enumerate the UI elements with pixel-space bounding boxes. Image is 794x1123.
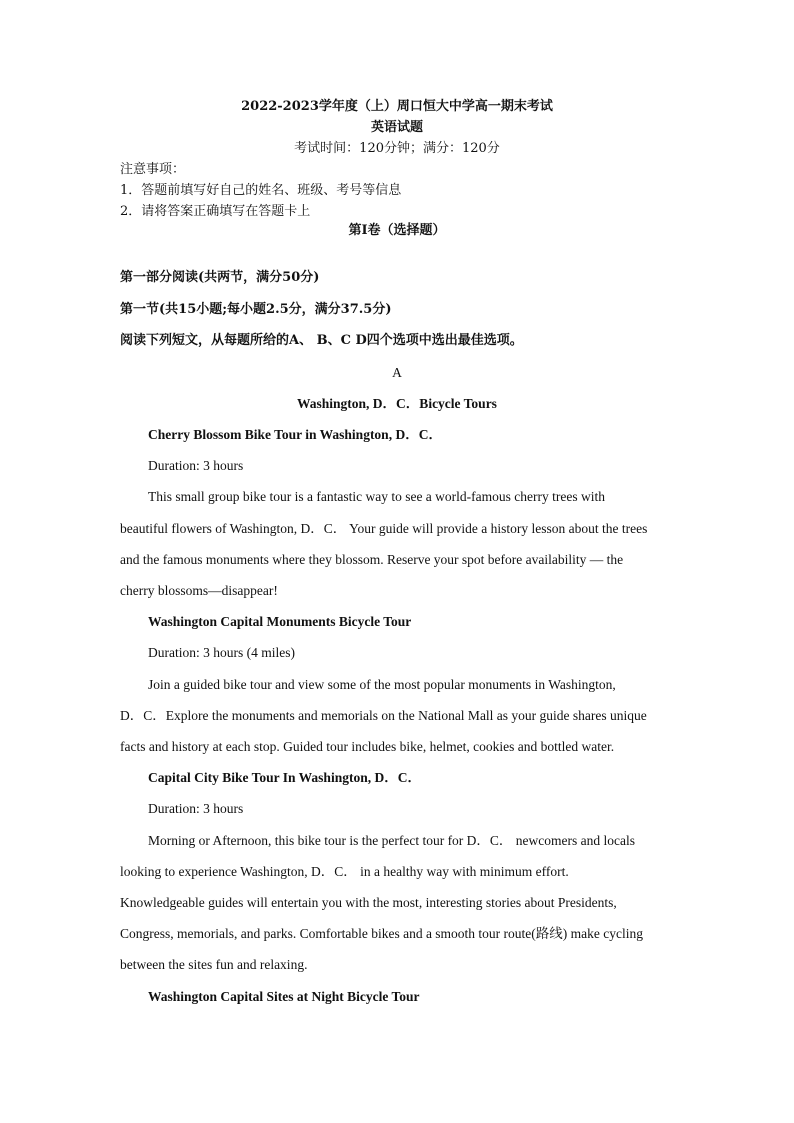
tour-text-line: facts and history at each stop. Guided tour includes bike, helmet, cookies and bottled water.	[120, 739, 615, 754]
instruction: 阅读下列短文，从每题所给的A、 B、C D四个选项中选出最佳选项。	[120, 333, 523, 348]
tour-text-line: Knowledgeable guides will entertain you with the most, interesting stories about Presidents,	[120, 895, 617, 910]
tour-name: Washington Capital Monuments Bicycle Tour	[148, 614, 412, 629]
tour-duration: Duration: 3 hours (4 miles)	[148, 645, 295, 660]
tour-text-line: This small group bike tour is a fantastic way to see a world-famous cherry trees with	[148, 489, 605, 504]
tour-text-line: Join a guided bike tour and view some of the most popular monuments in Washington,	[148, 677, 616, 692]
tour-name: Capital City Bike Tour In Washington, D．C．	[148, 770, 421, 785]
note-item: 1．答题前填写好自己的姓名、班级、考号等信息	[120, 183, 402, 198]
exam-info: 考试时间：120分钟；满分：120分	[294, 141, 500, 156]
tour-text-line: Congress, memorials, and parks. Comfortable bikes and a smooth tour route(路线) make cycling	[120, 926, 644, 941]
tour-duration: Duration: 3 hours	[148, 801, 244, 816]
note-item: 2．请将答案正确填写在答题卡上	[120, 204, 311, 219]
part-heading: 第一部分阅读(共两节，满分50分)	[120, 270, 320, 285]
tour-text-line: between the sites fun and relaxing.	[120, 957, 308, 972]
notes-heading: 注意事项：	[120, 162, 186, 177]
tour-text-line: beautiful flowers of Washington, D．C． Your guide will provide a history lesson about the trees	[120, 521, 648, 536]
section-heading: 第一节(共15小题;每小题2.5分，满分37.5分)	[120, 302, 392, 317]
tour-text-line: D．C．Explore the monuments and memorials on the National Mall as your guide shares unique	[120, 708, 647, 723]
tour-duration: Duration: 3 hours	[148, 458, 244, 473]
exam-title: 2022-2023学年度（上）周口恒大中学高一期末考试	[241, 99, 553, 114]
tour-text-line: looking to experience Washington, D．C． in a healthy way with minimum effort.	[120, 864, 569, 879]
tour-text-line: cherry blossoms—disappear!	[120, 583, 278, 598]
tour-text-line: and the famous monuments where they blossom. Reserve your spot before availability — the	[120, 552, 624, 567]
subject-title: 英语试题	[370, 120, 423, 135]
passage-label: A	[392, 365, 402, 380]
tour-name: Cherry Blossom Bike Tour in Washington, D．C．	[148, 427, 442, 442]
tour-name: Washington Capital Sites at Night Bicycle Tour	[148, 989, 420, 1004]
passage-title: Washington, D．C．Bicycle Tours	[297, 396, 497, 411]
tour-text-line: Morning or Afternoon, this bike tour is the perfect tour for D．C． newcomers and locals	[148, 833, 636, 848]
volume-title: 第Ⅰ卷（选择题）	[348, 223, 446, 238]
